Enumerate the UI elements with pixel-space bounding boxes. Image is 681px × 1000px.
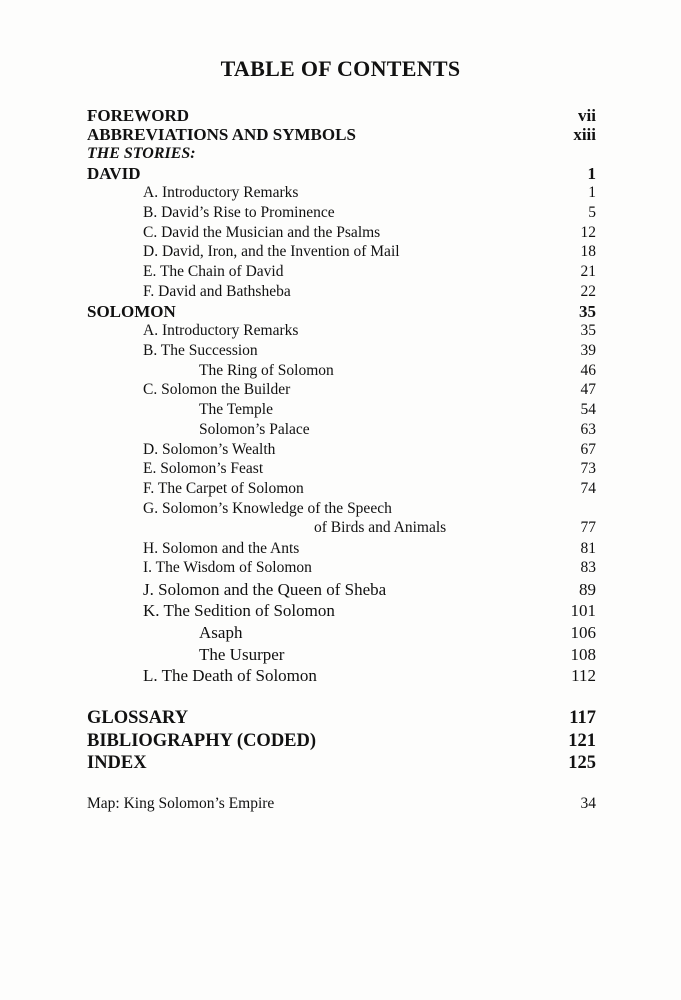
entry-page: 1	[588, 184, 596, 201]
entry-page: 89	[579, 580, 596, 599]
entry-page: vii	[578, 106, 596, 125]
entry-label: E. Solomon’s Feast	[143, 460, 264, 477]
entry-page: 35	[580, 322, 596, 339]
entry-label: Solomon’s Palace	[199, 421, 310, 438]
section-label: THE STORIES:	[87, 145, 196, 162]
entry-label: B. David’s Rise to Prominence	[143, 204, 335, 221]
entry-page: 63	[580, 421, 596, 438]
entry-label: INDEX	[87, 753, 147, 773]
entry-label: Asaph	[199, 623, 243, 642]
entry-label: D. Solomon’s Wealth	[143, 441, 276, 458]
entry-label: The Usurper	[199, 645, 285, 664]
entry-label: G. Solomon’s Knowledge of the Speech	[143, 500, 392, 517]
entry-page: 54	[580, 401, 596, 418]
entry-label: ABBREVIATIONS AND SYMBOLS	[87, 125, 356, 144]
entry-label: FOREWORD	[87, 106, 189, 125]
entry-page: 67	[580, 441, 596, 458]
entry-page: xiii	[573, 125, 596, 144]
entry-label: E. The Chain of David	[143, 263, 284, 280]
entry-page: 101	[570, 601, 596, 620]
entry-page: 5	[588, 204, 596, 221]
entry-page: 121	[568, 731, 596, 751]
entry-page: 46	[580, 362, 596, 379]
entry-page: 1	[587, 164, 596, 183]
entry-page: 22	[580, 283, 596, 300]
entry-label: BIBLIOGRAPHY (CODED)	[87, 731, 317, 751]
entry-page: 18	[580, 243, 596, 260]
entry-page: 47	[580, 381, 596, 398]
entry-label: H. Solomon and the Ants	[143, 540, 300, 557]
entry-page: 34	[580, 795, 596, 812]
entry-label: J. Solomon and the Queen of Sheba	[143, 580, 387, 599]
entry-page: 106	[570, 623, 596, 642]
entry-label: The Temple	[199, 401, 273, 418]
entry-label: A. Introductory Remarks	[143, 184, 299, 201]
entry-page: 73	[580, 460, 596, 477]
entry-label: L. The Death of Solomon	[143, 666, 317, 685]
entry-page: 21	[580, 263, 596, 280]
entry-label: A. Introductory Remarks	[143, 322, 299, 339]
entry-page: 112	[571, 666, 596, 685]
page-title: TABLE OF CONTENTS	[220, 56, 461, 81]
entry-page: 117	[569, 708, 596, 728]
entry-label: of Birds and Animals	[314, 519, 447, 536]
entry-label: Map: King Solomon’s Empire	[87, 795, 275, 812]
entry-page: 77	[580, 519, 596, 536]
entry-label: F. David and Bathsheba	[143, 283, 291, 300]
entry-label: K. The Sedition of Solomon	[143, 601, 335, 620]
entry-label: F. The Carpet of Solomon	[143, 480, 304, 497]
entry-label: C. Solomon the Builder	[143, 381, 291, 398]
entry-page: 83	[580, 559, 596, 576]
entry-page: 125	[568, 753, 596, 773]
entry-label: I. The Wisdom of Solomon	[143, 559, 312, 576]
entry-label: SOLOMON	[87, 302, 176, 321]
entry-page: 12	[580, 224, 596, 241]
entry-label: DAVID	[87, 164, 141, 183]
entry-page: 39	[580, 342, 596, 359]
entry-label: B. The Succession	[143, 342, 258, 359]
entry-page: 81	[580, 540, 596, 557]
entry-page: 35	[579, 302, 596, 321]
entry-label: The Ring of Solomon	[199, 362, 334, 379]
entry-label: C. David the Musician and the Psalms	[143, 224, 381, 241]
entry-label: GLOSSARY	[87, 708, 189, 728]
entry-page: 74	[580, 480, 596, 497]
entry-page: 108	[570, 645, 596, 664]
entry-label: D. David, Iron, and the Invention of Mail	[143, 243, 400, 260]
